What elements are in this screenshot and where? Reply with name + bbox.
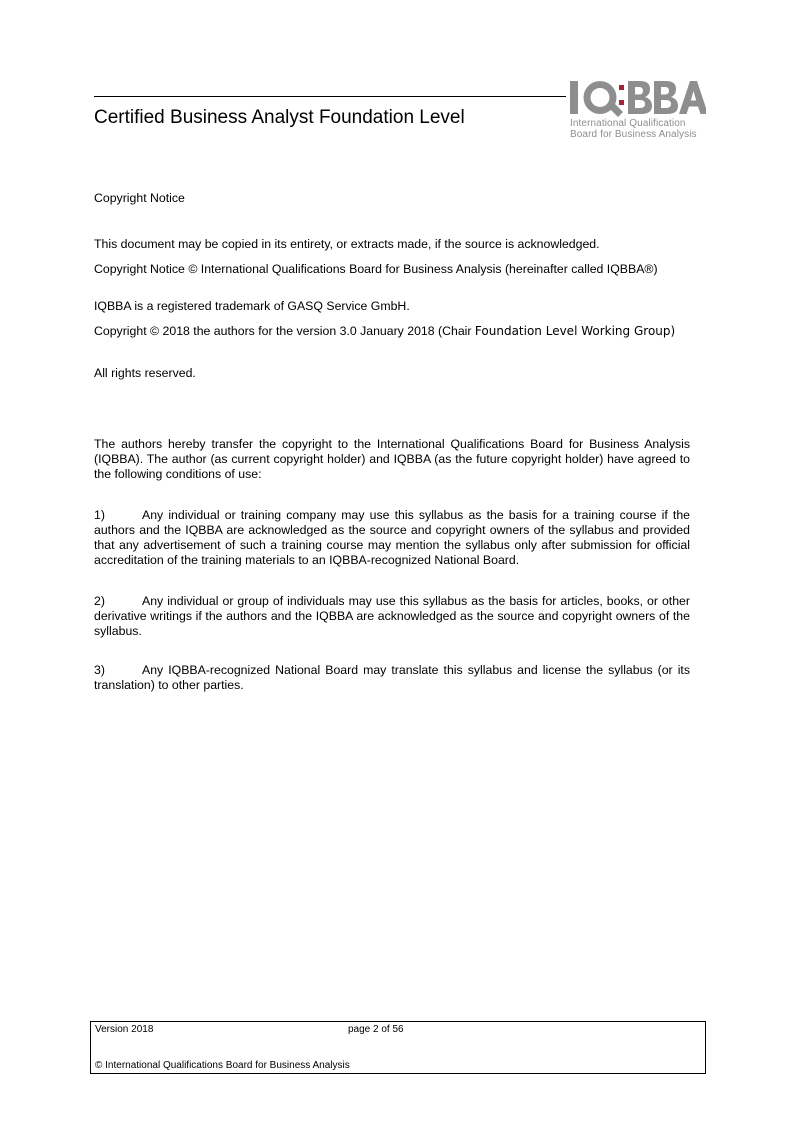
copyright-authors-prefix: Copyright © 2018 the authors for the version 3.0 January 2018 (Chair <box>94 324 475 338</box>
footer-page-number: page 2 of 56 <box>348 1024 404 1035</box>
document-title: Certified Business Analyst Foundation Level <box>94 107 465 128</box>
footer-copyright: © International Qualifications Board for Business Analysis <box>95 1060 350 1071</box>
paragraph-rights-reserved: All rights reserved. <box>94 366 196 380</box>
list-item-number: 3) <box>94 663 105 677</box>
list-item-number: 2) <box>94 594 105 608</box>
list-item <box>94 508 690 568</box>
list-item <box>94 663 690 693</box>
header-rule <box>94 96 566 97</box>
iqbba-logo <box>566 76 706 142</box>
list-item-text: Any individual or group of individuals may use this syllabus as the basis for articles, books, or other derivative writings if the authors and the IQBBA are acknowledged as the source and copyright owners of the syllabus. <box>94 594 690 638</box>
footer-version: Version 2018 <box>95 1024 154 1035</box>
list-item-text: Any IQBBA-recognized National Board may translate this syllabus and license the syllabus (or its translation) to other parties. <box>94 663 690 692</box>
list-item <box>94 594 690 639</box>
paragraph-authors-transfer: The authors hereby transfer the copyright to the International Qualifications Board for Business Analysis (IQBBA). The author (as current copyright holder) and IQBBA (as the future copyright holder) have agreed to the following conditions of use: <box>94 437 690 481</box>
iqbba-wordmark <box>566 76 706 118</box>
page-footer <box>90 1021 706 1074</box>
logo-tagline-line2: Board for Business Analysis <box>570 129 697 140</box>
logo-tagline-line1: International Qualification <box>570 118 686 129</box>
list-item-number: 1) <box>94 508 105 522</box>
paragraph-copy-permission: This document may be copied in its entirety, or extracts made, if the source is acknowledged. <box>94 237 600 251</box>
section-heading: Copyright Notice <box>94 191 185 205</box>
list-item-text: Any individual or training company may use this syllabus as the basis for a training course if the authors and the IQBBA are acknowledged as the source and copyright owners of the syllabus and provided that any advertisement of such a training course may mention the syllabus only after submission for official accreditation of the training materials to an IQBBA-recognized National Board. <box>94 508 690 567</box>
paragraph-trademark: IQBBA is a registered trademark of GASQ Service GmbH. <box>94 299 410 313</box>
paragraph-copyright-notice: Copyright Notice © International Qualifications Board for Business Analysis (hereinafter called IQBBA®) <box>94 262 658 276</box>
paragraph-copyright-authors <box>94 324 690 339</box>
copyright-authors-suffix: Foundation Level Working Group) <box>474 324 676 338</box>
